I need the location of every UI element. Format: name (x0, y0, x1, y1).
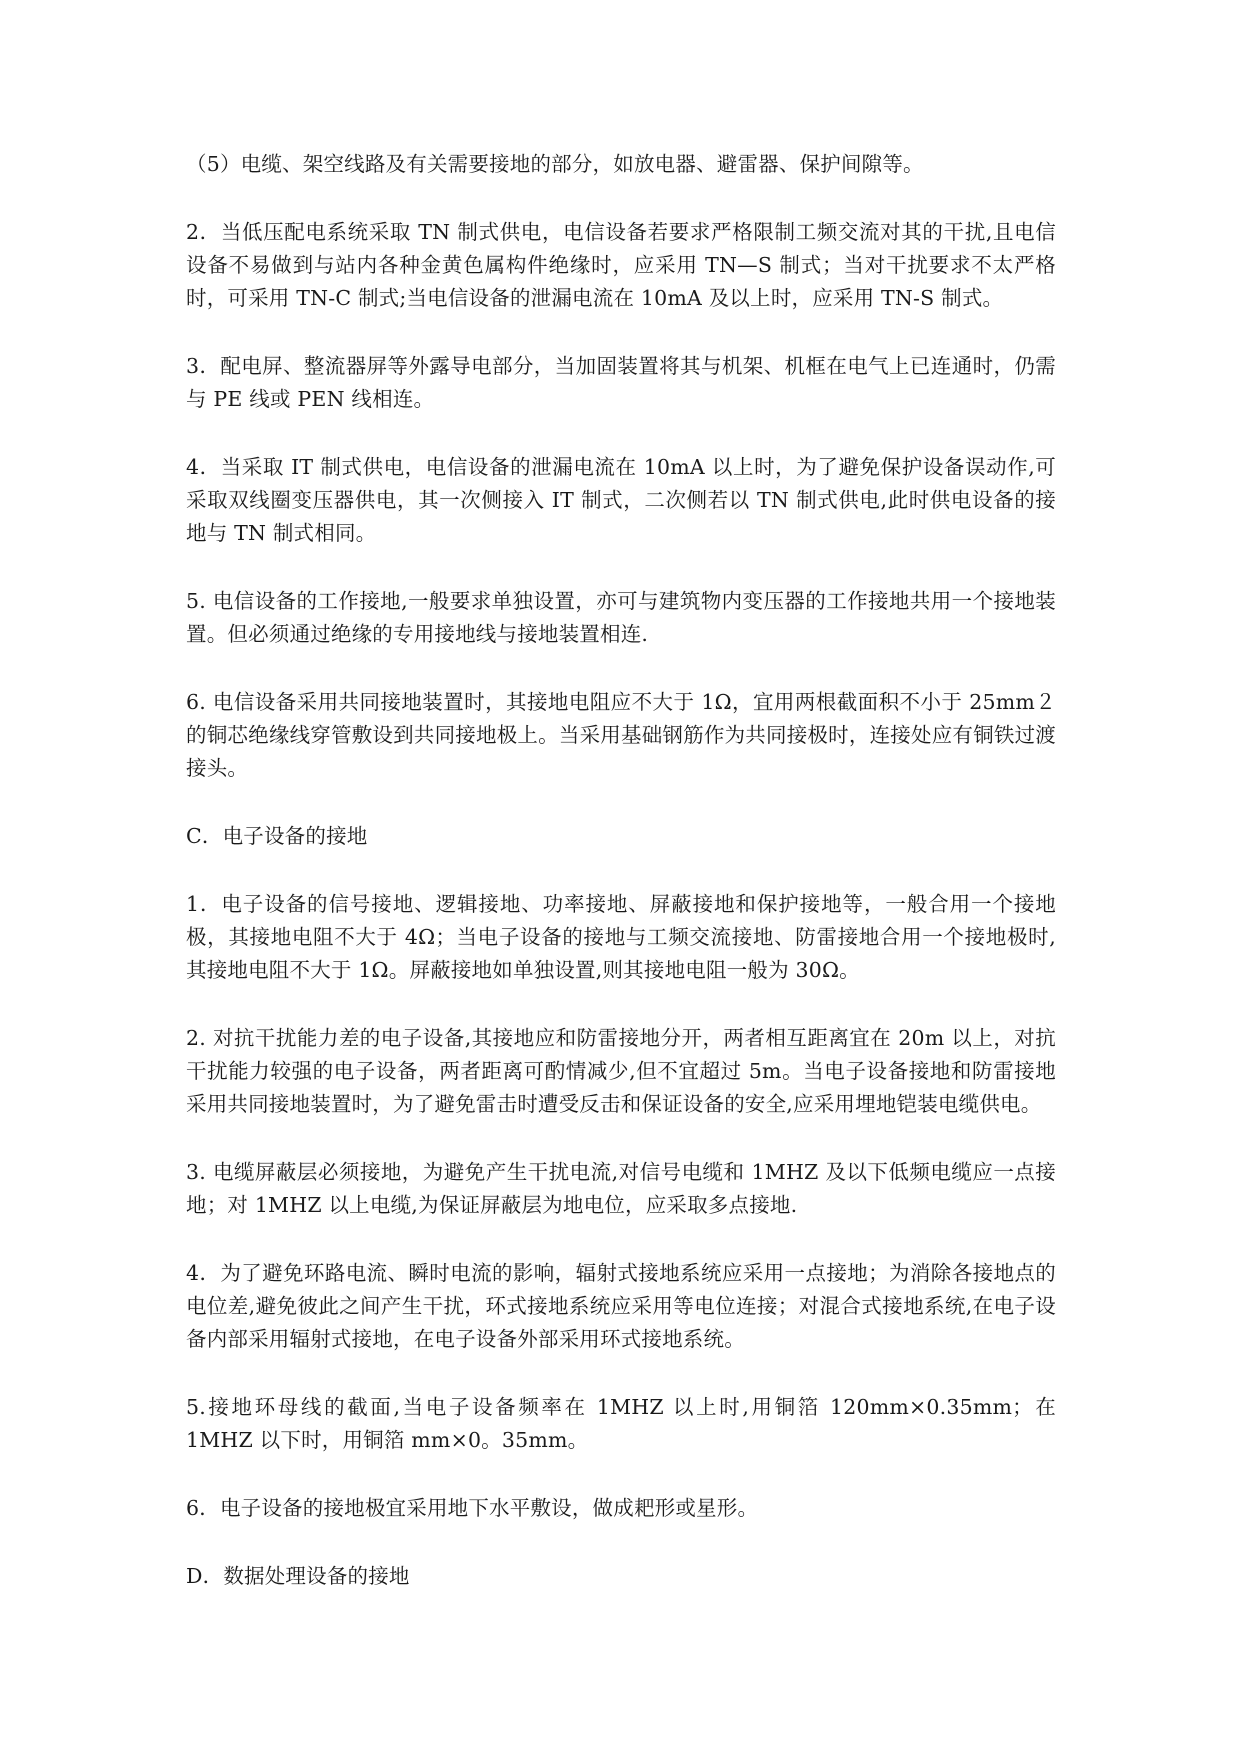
document-page (186, 148, 1056, 1628)
paragraph-cable-shield: 3. 电缆屏蔽层必须接地，为避免产生干扰电流,对信号电缆和 1MHZ 及以下低频电缆应一点接地；对 1MHZ 以上电缆,为保证屏蔽层为地电位，应采取多点接地. (186, 1160, 1056, 1217)
section-heading-electronic-equipment: C．电子设备的接地 (186, 824, 368, 848)
paragraph-cable-grounding-parts: （5）电缆、架空线路及有关需要接地的部分，如放电器、避雷器、保护间隙等。 (186, 152, 924, 176)
paragraph-it-system: 4．当采取 IT 制式供电，电信设备的泄漏电流在 10mA 以上时，为了避免保护设备误动作,可采取双线圈变压器供电，其一次侧接入 IT 制式，二次侧若以 TN 制式供电,此时供电设备的接地与 TN 制式相同。 (186, 455, 1056, 545)
paragraph-loop-current: 4．为了避免环路电流、瞬时电流的影响，辐射式接地系统应采用一点接地；为消除各接地点的电位差,避免彼此之间产生干扰，环式接地系统应采用等电位连接；对混合式接地系统,在电子设备内部采用辐射式接地，在电子设备外部采用环式接地系统。 (186, 1261, 1056, 1351)
paragraph-tn-system: 2．当低压配电系统采取 TN 制式供电，电信设备若要求严格限制工频交流对其的干扰,且电信设备不易做到与站内各种金黄色属构件绝缘时，应采用 TN—S 制式；当对干扰要求不太严格时，可采用 TN-C 制式;当电信设备的泄漏电流在 10mA 及以上时，应采用 TN-S 制式。 (186, 220, 1056, 310)
paragraph-interference: 2. 对抗干扰能力差的电子设备,其接地应和防雷接地分开，两者相互距离宜在 20m 以上，对抗干扰能力较强的电子设备，两者距离可酌情减少,但不宜超过 5m。当电子设备接地和防雷接地采用共同接地装置时，为了避免雷击时遭受反击和保证设备的安全,应采用埋地铠装电缆供电。 (186, 1026, 1056, 1116)
paragraph-common-ground: 6. 电信设备采用共同接地装置时，其接地电阻应不大于 1Ω，宜用两根截面积不小于 25mm２的铜芯绝缘线穿管敷设到共同接地极上。当采用基础钢筋作为共同接极时，连接处应有铜铁过渡接头。 (186, 690, 1056, 780)
paragraph-distribution-panel: 3．配电屏、整流器屏等外露导电部分，当加固装置将其与机架、机框在电气上已连通时，仍需与 PE 线或 PEN 线相连。 (186, 354, 1056, 411)
paragraph-bus-section: 5.接地环母线的截面,当电子设备频率在 1MHZ 以上时,用铜箔 120mm×0.35mm；在 1MHZ 以下时，用铜箔 mm×0。35mm。 (186, 1395, 1056, 1452)
paragraph-signal-ground: 1．电子设备的信号接地、逻辑接地、功率接地、屏蔽接地和保护接地等，一般合用一个接地极，其接地电阻不大于 4Ω；当电子设备的接地与工频交流接地、防雷接地合用一个接地极时,其接地电阻不大于 1Ω。屏蔽接地如单独设置,则其接地电阻一般为 30Ω。 (186, 892, 1056, 982)
paragraph-working-ground: 5. 电信设备的工作接地,一般要求单独设置，亦可与建筑物内变压器的工作接地共用一个接地装置。但必须通过绝缘的专用接地线与接地装置相连. (186, 589, 1056, 646)
section-heading-data-processing: D．数据处理设备的接地 (186, 1564, 410, 1588)
paragraph-ground-electrode: 6．电子设备的接地极宜采用地下水平敷设，做成耙形或星形。 (186, 1496, 759, 1520)
